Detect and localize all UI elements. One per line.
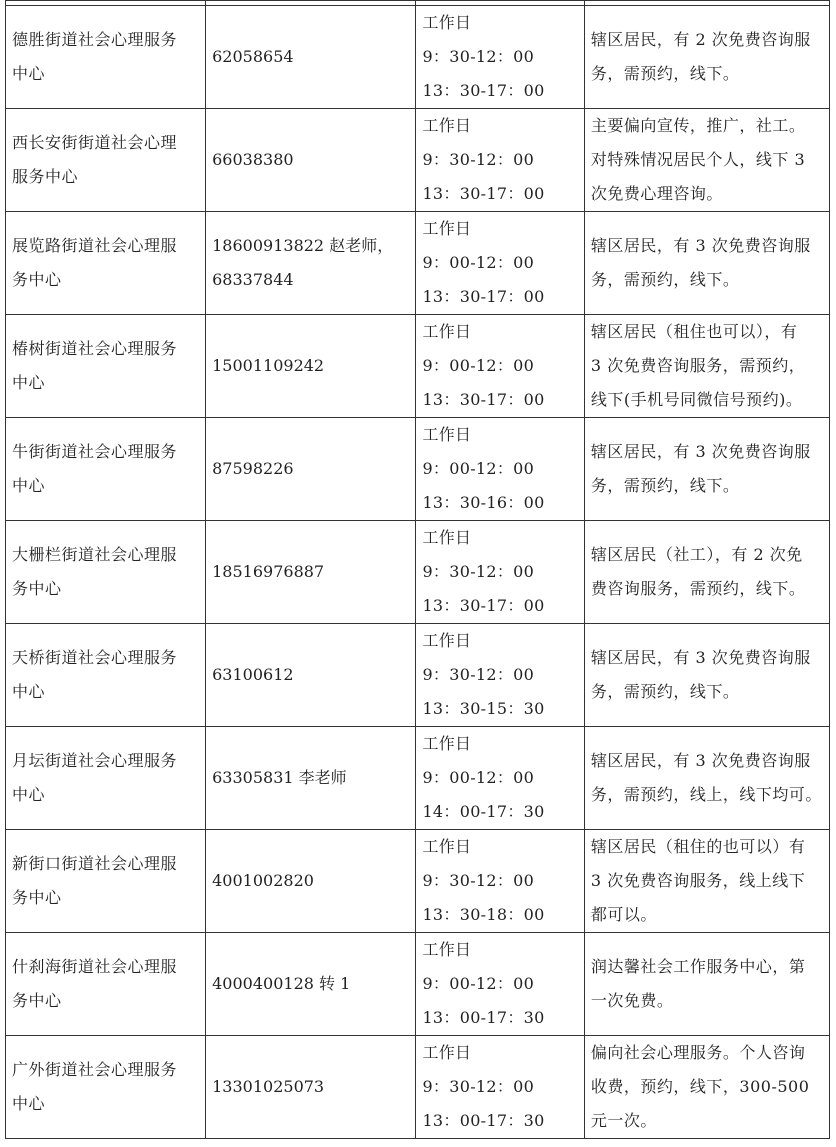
note-cell: [584, 6, 829, 109]
phone-line: 15001109242: [212, 356, 325, 375]
hours-line: 13：30-18：00: [422, 905, 545, 924]
phone-line: 4000400128 转 1: [212, 974, 351, 993]
hours-line: 工作日: [422, 1043, 472, 1062]
note-line: 辖区居民（社工），有 2 次免: [590, 545, 803, 564]
note-line: 辖区居民，有 3 次免费咨询服: [590, 648, 811, 667]
hours-line: 工作日: [422, 425, 472, 444]
center-name-cell: [6, 212, 206, 315]
service-center-table: [5, 0, 830, 1139]
table-row: [6, 315, 830, 418]
note-line: 辖区居民（租住的也可以）有: [590, 837, 806, 856]
hours-line: 14：00-17：30: [422, 802, 545, 821]
note-line: 都可以。: [590, 905, 657, 924]
note-cell: [584, 727, 829, 830]
hours-line: 工作日: [422, 837, 472, 856]
note-cell: [584, 830, 829, 933]
hours-cell: [416, 109, 584, 212]
note-cell: [584, 315, 829, 418]
phone-line: 87598226: [212, 459, 294, 478]
note-line: 偏向社会心理服务。个人咨询: [590, 1043, 806, 1062]
note-line: 元一次。: [590, 1111, 657, 1130]
hours-line: 9：30-12：00: [422, 871, 535, 890]
hours-line: 13：00-17：30: [422, 1111, 545, 1130]
center-name-line: 中心: [12, 64, 46, 83]
center-name-line: 中心: [12, 682, 46, 701]
center-name-line: 务中心: [12, 888, 62, 907]
hours-line: 工作日: [422, 116, 472, 135]
phone-cell: [206, 521, 416, 624]
table-row: [6, 521, 830, 624]
phone-cell: [206, 212, 416, 315]
center-name-line: 务中心: [12, 991, 62, 1010]
table-body: [6, 1, 830, 1139]
table-row: [6, 6, 830, 109]
hours-line: 9：30-12：00: [422, 1077, 535, 1096]
hours-line: 工作日: [422, 940, 472, 959]
note-line: 务，需预约，线上，线下均可。: [590, 785, 822, 804]
table-row: [6, 830, 830, 933]
table-row: [6, 212, 830, 315]
hours-line: 9：00-12：00: [422, 974, 535, 993]
center-name-cell: [6, 830, 206, 933]
phone-cell: [206, 109, 416, 212]
phone-cell: [206, 727, 416, 830]
phone-cell: [206, 1036, 416, 1139]
center-name-cell: [6, 727, 206, 830]
hours-line: 9：00-12：00: [422, 459, 535, 478]
hours-line: 工作日: [422, 631, 472, 650]
hours-line: 13：30-15：30: [422, 699, 545, 718]
hours-line: 13：00-17：30: [422, 1008, 545, 1027]
hours-line: 工作日: [422, 13, 472, 32]
center-name-cell: [6, 109, 206, 212]
note-cell: [584, 933, 829, 1036]
note-cell: [584, 109, 829, 212]
hours-line: 9：30-12：00: [422, 150, 535, 169]
hours-cell: [416, 727, 584, 830]
hours-line: 13：30-17：00: [422, 390, 545, 409]
hours-line: 9：30-12：00: [422, 562, 535, 581]
phone-line: 66038380: [212, 150, 294, 169]
note-line: 辖区居民（租住也可以），有: [590, 322, 798, 341]
hours-line: 工作日: [422, 528, 472, 547]
note-line: 一次免费。: [590, 991, 674, 1010]
center-name-line: 新街口街道社会心理服: [12, 854, 178, 873]
note-line: 主要偏向宣传，推广，社工。: [590, 116, 806, 135]
center-name-line: 德胜街道社会心理服务: [12, 30, 178, 49]
hours-line: 13：30-16：00: [422, 493, 545, 512]
table-row: [6, 109, 830, 212]
center-name-cell: [6, 315, 206, 418]
table-row: [6, 1036, 830, 1139]
hours-line: 工作日: [422, 734, 472, 753]
note-line: 辖区居民，有 2 次免费咨询服: [590, 30, 811, 49]
note-cell: [584, 1036, 829, 1139]
note-line: 务，需预约，线下。: [590, 682, 740, 701]
hours-cell: [416, 1036, 584, 1139]
phone-cell: [206, 933, 416, 1036]
phone-line: 18600913822 赵老师，: [212, 236, 394, 255]
hours-line: 9：00-12：00: [422, 253, 535, 272]
note-line: 务，需预约，线下。: [590, 270, 740, 289]
center-name-cell: [6, 624, 206, 727]
center-name-cell: [6, 933, 206, 1036]
phone-line: 68337844: [212, 270, 294, 289]
center-name-line: 大栅栏街道社会心理服: [12, 545, 178, 564]
hours-cell: [416, 315, 584, 418]
hours-cell: [416, 830, 584, 933]
phone-line: 63305831 李老师: [212, 768, 347, 787]
hours-line: 工作日: [422, 322, 472, 341]
center-name-cell: [6, 418, 206, 521]
note-line: 收费，预约，线下，300-500: [590, 1077, 810, 1096]
note-cell: [584, 521, 829, 624]
hours-line: 13：30-17：00: [422, 287, 545, 306]
center-name-cell: [6, 521, 206, 624]
center-name-line: 牛街街道社会心理服务: [12, 442, 178, 461]
center-name-line: 月坛街道社会心理服务: [12, 751, 178, 770]
note-cell: [584, 212, 829, 315]
center-name-line: 什刹海街道社会心理服: [12, 957, 178, 976]
note-line: 务，需预约，线下。: [590, 64, 740, 83]
note-line: 3 次免费咨询服务，线上线下: [590, 871, 806, 890]
note-line: 对特殊情况居民个人，线下 3: [590, 150, 806, 169]
center-name-line: 中心: [12, 373, 46, 392]
hours-cell: [416, 933, 584, 1036]
note-cell: [584, 624, 829, 727]
note-line: 3 次免费咨询服务，需预约，: [590, 356, 806, 375]
table-row: [6, 727, 830, 830]
note-line: 务，需预约，线下。: [590, 476, 740, 495]
hours-cell: [416, 6, 584, 109]
center-name-line: 广外街道社会心理服务: [12, 1060, 178, 1079]
phone-cell: [206, 418, 416, 521]
hours-line: 13：30-17：00: [422, 81, 545, 100]
center-name-line: 服务中心: [12, 167, 79, 186]
phone-line: 63100612: [212, 665, 294, 684]
phone-cell: [206, 830, 416, 933]
hours-cell: [416, 521, 584, 624]
phone-line: 4001002820: [212, 871, 314, 890]
center-name-cell: [6, 1036, 206, 1139]
note-line: 辖区居民，有 3 次免费咨询服: [590, 236, 811, 255]
center-name-line: 展览路街道社会心理服: [12, 236, 178, 255]
note-line: 费咨询服务，需预约，线下。: [590, 579, 806, 598]
phone-cell: [206, 624, 416, 727]
note-cell: [584, 418, 829, 521]
center-name-line: 中心: [12, 476, 46, 495]
note-line: 次免费心理咨询。: [590, 184, 723, 203]
center-name-line: 中心: [12, 785, 46, 804]
center-name-line: 天桥街道社会心理服务: [12, 648, 178, 667]
hours-cell: [416, 418, 584, 521]
hours-line: 9：00-12：00: [422, 768, 535, 787]
note-line: 辖区居民，有 3 次免费咨询服: [590, 751, 811, 770]
table-row: [6, 624, 830, 727]
note-line: 辖区居民，有 3 次免费咨询服: [590, 442, 811, 461]
phone-cell: [206, 315, 416, 418]
hours-line: 9：00-12：00: [422, 356, 535, 375]
hours-line: 13：30-17：00: [422, 184, 545, 203]
phone-line: 18516976887: [212, 562, 325, 581]
center-name-line: 务中心: [12, 270, 62, 289]
hours-line: 13：30-17：00: [422, 596, 545, 615]
hours-cell: [416, 624, 584, 727]
hours-cell: [416, 212, 584, 315]
table-row: [6, 418, 830, 521]
hours-line: 9：30-12：00: [422, 47, 535, 66]
phone-line: 13301025073: [212, 1077, 325, 1096]
note-line: 润达馨社会工作服务中心，第: [590, 957, 806, 976]
center-name-line: 西长安街街道社会心理: [12, 133, 178, 152]
hours-line: 9：30-12：00: [422, 665, 535, 684]
hours-line: 工作日: [422, 219, 472, 238]
center-name-line: 中心: [12, 1094, 46, 1113]
note-line: 线下(手机号同微信号预约)。: [590, 390, 803, 409]
phone-line: 62058654: [212, 47, 294, 66]
center-name-cell: [6, 6, 206, 109]
center-name-line: 务中心: [12, 579, 62, 598]
table-row: [6, 933, 830, 1036]
center-name-line: 椿树街道社会心理服务: [12, 339, 178, 358]
phone-cell: [206, 6, 416, 109]
